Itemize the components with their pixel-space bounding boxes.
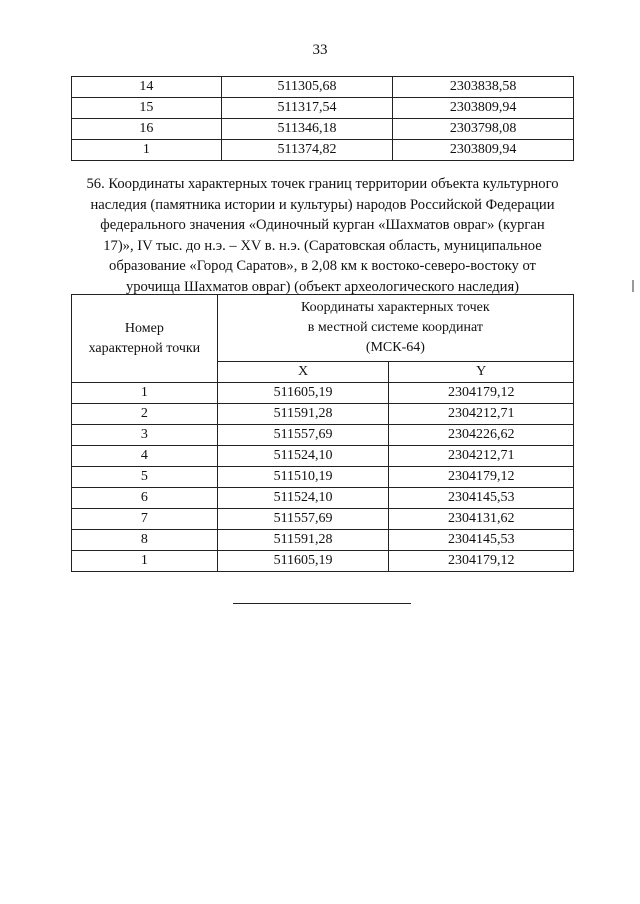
table-row (72, 446, 574, 467)
table-row (72, 119, 574, 140)
x-coordinate-cell: 511524,10 (217, 488, 389, 509)
point-number-cell: 16 (72, 119, 222, 140)
heading-line: 56. Координаты характерных точек границ территории объекта культурного (86, 176, 559, 192)
table-row (72, 140, 574, 161)
x-coordinate-cell: 511605,19 (217, 383, 389, 404)
section-heading (70, 174, 575, 297)
point-number-cell: 15 (72, 98, 222, 119)
x-coordinate-cell: 511605,19 (217, 551, 389, 572)
y-coordinate-cell: 2304179,12 (389, 383, 574, 404)
table-row (72, 425, 574, 446)
header-line: Номер (124, 320, 164, 336)
y-coordinate-cell: 2303809,94 (393, 98, 574, 119)
header-line: Координаты характерных точек (301, 300, 490, 315)
heading-line: наследия (памятника истории и культуры) народов Российской Федерации (90, 196, 555, 213)
table-row (72, 509, 574, 530)
point-number-cell: 7 (72, 509, 218, 530)
point-number-cell: 14 (72, 77, 222, 98)
table-row (72, 404, 574, 425)
point-number-cell: 3 (72, 425, 218, 446)
point-number-cell: 8 (72, 530, 218, 551)
heading-line: 17)», IV тыс. до н.э. – XV в. н.э. (Саратовская область, муниципальное (103, 237, 542, 254)
y-coordinate-cell: 2303838,58 (393, 77, 574, 98)
x-coordinate-cell: 511591,28 (217, 404, 389, 425)
table-row (72, 551, 574, 572)
y-coordinate-cell: 2304212,71 (389, 404, 574, 425)
x-coordinate-cell: 511346,18 (221, 119, 393, 140)
y-coordinate-cell: 2303798,08 (393, 119, 574, 140)
table-row (72, 530, 574, 551)
page-number: 33 (312, 42, 328, 58)
closing-rule (233, 603, 411, 604)
table-row (72, 467, 574, 488)
table-row (72, 383, 574, 404)
x-coordinate-cell: 511591,28 (217, 530, 389, 551)
point-number-header (72, 295, 218, 383)
scan-edge-mark (632, 280, 634, 292)
point-number-cell: 5 (72, 467, 218, 488)
y-coordinate-cell: 2304179,12 (389, 551, 574, 572)
point-number-cell: 2 (72, 404, 218, 425)
table-row (72, 488, 574, 509)
point-number-cell: 1 (72, 551, 218, 572)
coordinates-table (71, 294, 574, 572)
y-coordinate-cell: 2304145,53 (389, 530, 574, 551)
table-row (72, 98, 574, 119)
x-header: X (217, 362, 389, 383)
point-number-cell: 6 (72, 488, 218, 509)
y-coordinate-cell: 2304131,62 (389, 509, 574, 530)
header-line: в местной системе координат (307, 320, 483, 335)
y-coordinate-cell: 2304179,12 (389, 467, 574, 488)
table-row (72, 77, 574, 98)
x-coordinate-cell: 511524,10 (217, 446, 389, 467)
heading-line: урочища Шахматов овраг) (объект археологического наследия) (125, 278, 520, 295)
y-header: Y (389, 362, 574, 383)
header-line: характерной точки (88, 340, 201, 356)
y-coordinate-cell: 2304145,53 (389, 488, 574, 509)
coordinates-header (217, 295, 573, 362)
continued-coordinates-table (71, 76, 574, 161)
point-number-cell: 1 (72, 140, 222, 161)
y-coordinate-cell: 2304212,71 (389, 446, 574, 467)
point-number-cell: 1 (72, 383, 218, 404)
x-coordinate-cell: 511557,69 (217, 509, 389, 530)
x-coordinate-cell: 511374,82 (221, 140, 393, 161)
point-number-cell: 4 (72, 446, 218, 467)
heading-line: образование «Город Саратов», в 2,08 км к востоко-северо-востоку от (109, 258, 536, 274)
x-coordinate-cell: 511305,68 (221, 77, 393, 98)
x-coordinate-cell: 511510,19 (217, 467, 389, 488)
x-coordinate-cell: 511317,54 (221, 98, 393, 119)
y-coordinate-cell: 2304226,62 (389, 425, 574, 446)
y-coordinate-cell: 2303809,94 (393, 140, 574, 161)
heading-line: федерального значения «Одиночный курган «Шахматов овраг» (курган (100, 217, 545, 233)
x-coordinate-cell: 511557,69 (217, 425, 389, 446)
header-line: (МСК-64) (365, 340, 425, 355)
